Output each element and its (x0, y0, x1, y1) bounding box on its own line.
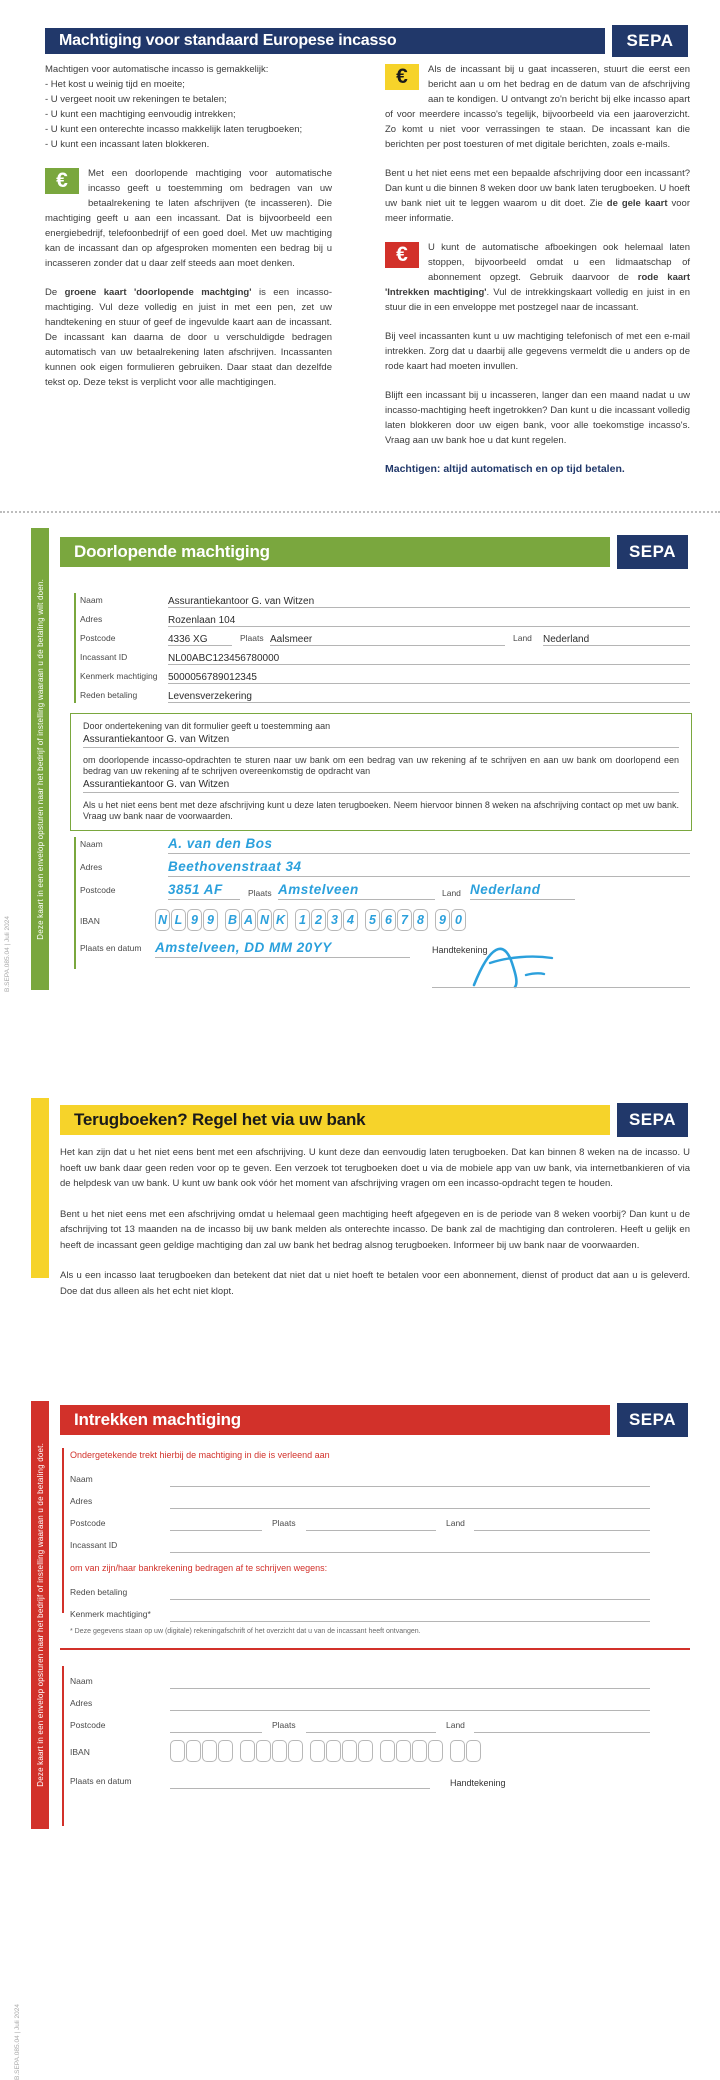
field-label: Handtekening (450, 1778, 506, 1788)
field-label: IBAN (80, 916, 100, 926)
land-value: Nederland (543, 634, 590, 645)
naam-blank-field[interactable] (170, 1672, 650, 1689)
agreement-line: Als u het niet eens bent met deze afschrijving kunt u deze laten terugboeken. Neem hiervoor binnen 8 weken na afschrijving contact op met uw bank. Vraag uw bank naar de voorwaarden. (83, 800, 679, 821)
adres-field (168, 858, 690, 877)
naam-handwritten-value: A. van den Bos (168, 836, 273, 851)
field-label: Reden betaling (80, 690, 138, 700)
green-sidebar-text: Deze kaart in een envelop opsturen naar het bedrijf of instelling waaraan u de betaling wilt doen. (35, 578, 45, 940)
paragraph-telefonisch: Bij veel incassanten kunt u uw machtiging telefonisch of met een e-mail intrekken. Zorg dat u daarbij alle gegevens vermeldt die u anders op de rode kaart had moeten invullen. (385, 331, 690, 372)
field-label: Reden betaling (70, 1587, 128, 1597)
field-label: Incassant ID (80, 652, 128, 662)
field-label: Plaats (272, 1720, 296, 1730)
bold-gele-kaart-phrase: de gele kaart (606, 198, 668, 209)
bold-rode-kaart-phrase: rode kaart 'Intrekken machtiging' (385, 272, 690, 298)
incassant-id-field (168, 648, 690, 665)
plaats-datum-field (155, 939, 410, 958)
bullet-item: - U kunt een incassant laten blokkeren. (45, 139, 210, 150)
naam-field (168, 591, 690, 608)
paragraph-text: . Vul de intrekkingskaart volledig en juist in en stuur die in een enveloppe met postzegel naar de incassant. (385, 287, 690, 313)
yellow-card-title: Terugboeken? Regel het via uw bank (74, 1110, 366, 1129)
form-row-postcode-empty2 (0, 1716, 720, 1734)
field-label: Adres (70, 1698, 93, 1708)
bullet-item: - U vergeet nooit uw rekeningen te betalen; (45, 94, 227, 105)
adres-blank-field[interactable] (170, 1492, 650, 1509)
land-blank-field[interactable] (474, 1514, 650, 1531)
red-intro-text: Ondergetekende trekt hierbij de machtiging in die is verleend aan (70, 1450, 330, 1460)
page1-header-bar (45, 28, 605, 54)
perforation-line (0, 511, 720, 513)
field-label: IBAN (70, 1747, 90, 1757)
plaats-datum-handwritten-value: Amstelveen, DD MM 20YY (155, 940, 332, 955)
paragraph-blokkeren: Blijft een incassant bij u incasseren, langer dan een maand nadat u uw incasso-machtiging heeft ingetrokken? Dan kunt u die incassant volledig laten blokkeren door uw eigen bank, voor alle toekomstige incasso's. Vraag aan uw bank hoe u dat kunt regelen. (385, 390, 690, 446)
field-label: Postcode (80, 633, 116, 643)
field-label: Postcode (70, 1720, 106, 1730)
field-label: Naam (80, 839, 103, 849)
bullet-item: - U kunt een onterechte incasso makkelijk laten terugboeken; (45, 124, 303, 135)
form-row-adres (0, 610, 720, 628)
sepa-logo-text: SEPA (626, 31, 674, 50)
iban-boxes-blank[interactable] (170, 1740, 481, 1762)
green-card (0, 525, 720, 1005)
postcode-value: 4336 XG (168, 634, 208, 645)
paragraph-terugboeken (385, 166, 690, 226)
form-row-plaats-datum-empty (0, 1772, 720, 1790)
form-row-postcode (0, 629, 720, 647)
footnote: * Deze gegevens staan op uw (digitale) rekeningafschrift of het overzicht dat u van de incassant heeft ontvangen. (70, 1628, 421, 1635)
form-version-code: B.SEPA.085.04 | Juli 2024 (14, 2003, 21, 2080)
kenmerk-value: 5000056789012345 (168, 672, 257, 683)
sepa-logo-text: SEPA (628, 542, 677, 561)
form-row-plaats-datum (0, 939, 720, 957)
iban-boxes-filled: N L 9 9 B A N K 1 2 3 4 5 6 7 8 9 0 (155, 909, 466, 931)
postcode-field (168, 629, 232, 646)
agreement-line: Door ondertekening van dit formulier geeft u toestemming aan (83, 721, 331, 731)
euro-icon-yellow: € (385, 64, 419, 90)
field-label: Postcode (80, 885, 116, 895)
postcode-field (168, 881, 240, 900)
adres-value: Rozenlaan 104 (168, 615, 236, 626)
yellow-card-body (60, 1145, 690, 1314)
field-label: Incassant ID (70, 1540, 118, 1550)
field-label: Adres (80, 614, 103, 624)
sepa-logo (617, 1103, 688, 1137)
field-label: Naam (80, 595, 103, 605)
paragraph-text: Als de incassant bij u gaat incasseren, stuurt die eerst een bericht aan u om het bedrag en de datum van de afschrijving aan te kondigen. U ontvangt zo'n bericht bij elke incasso apart of voor meerdere incasso's tegelijk, bijvoorbeeld via een jaaroverzicht. Zo komt u niet voor verrassingen te staan. De incassant kan die berichten per post toesturen of met digitale berichten, zoals e-mails. (385, 64, 690, 150)
postcode-blank-field[interactable] (170, 1716, 262, 1733)
green-card-title: Doorlopende machtiging (74, 542, 270, 561)
handtekening-line (432, 987, 690, 988)
postcode-blank-field[interactable] (170, 1514, 262, 1531)
red-card-title: Intrekken machtiging (74, 1410, 241, 1429)
closing-slogan: Machtigen: altijd automatisch en op tijd betalen. (385, 463, 625, 475)
form-row-naam-empty (0, 1470, 720, 1488)
paragraph-text: U kunt de automatische afboekingen ook helemaal laten stoppen, bijvoorbeeld omdat u een lidmaatschap of abonnement opzegt. Gebruik daarvoor de (428, 242, 690, 283)
form-row-iban (0, 909, 720, 935)
plaats-blank-field[interactable] (306, 1514, 436, 1531)
sepa-logo-text: SEPA (628, 1110, 677, 1129)
adres-handwritten-value: Beethovenstraat 34 (168, 859, 302, 874)
land-handwritten-value: Nederland (470, 882, 541, 897)
red-sidebar-text: Deze kaart in een envelop opsturen naar het bedrijf of instelling waaraan u de betaling doet. (35, 1443, 45, 1787)
bullet-item: - Het kost u weinig tijd en moeite; (45, 79, 185, 90)
plaats-datum-blank-field[interactable] (170, 1772, 430, 1789)
yellow-card-sidebar (31, 1098, 49, 1278)
red-card-header-bar (60, 1405, 610, 1435)
paragraph-stoppen (385, 240, 690, 315)
field-label: Handtekening (432, 945, 488, 955)
sepa-logo-text: SEPA (628, 1410, 677, 1429)
sepa-logo (612, 25, 688, 57)
form-row-incassant-id-empty (0, 1536, 720, 1554)
reden-blank-field[interactable] (170, 1583, 650, 1600)
field-label: Plaats en datum (80, 943, 142, 953)
plaats-field (270, 629, 505, 646)
agreement-line: om doorlopende incasso-opdrachten te sturen naar uw bank om een bedrag van uw rekening af te schrijven en aan uw bank om doorlopend een bedrag van uw rekening af te schrijven overeenkomstig de opdracht van (83, 755, 679, 776)
plaats-handwritten-value: Amstelveen (278, 882, 359, 897)
land-blank-field[interactable] (474, 1716, 650, 1733)
bullet-item: - U kunt een machtiging eenvoudig intrekken; (45, 109, 236, 120)
sepa-logo (617, 535, 688, 569)
euro-icon-red: € (385, 242, 419, 268)
reden-field (168, 686, 690, 703)
green-card-header-bar (60, 537, 610, 567)
paragraph-groene-kaart (45, 285, 332, 390)
paragraph-13-maanden: Bent u het niet eens met een afschrijving omdat u helemaal geen machtiging heeft afgegeven en is de periode van 8 weken voorbij? Dan kunt u de afschrijving tot 13 maanden na de incasso bij uw bank melden als onterechte incasso. De bank zal de machtiging dan controleren. Heeft u gelijk en heeft de incassant geen geldige machtiging dan zal uw bank het bedrag alsnog terugboeken. Informeer bij uw bank naar de voorwaarden. (60, 1208, 690, 1251)
naam-field (168, 835, 690, 854)
form-row-kenmerk-empty (0, 1605, 720, 1623)
plaats-field (278, 881, 435, 900)
field-label: Land (513, 633, 532, 643)
field-label: Land (446, 1720, 465, 1730)
paragraph-text: voor meer informatie. (385, 198, 691, 224)
form-row-adres-empty2 (0, 1694, 720, 1712)
reden-value: Levensverzekering (168, 691, 252, 702)
intro-line: Machtigen voor automatische incasso is gemakkelijk: (45, 64, 269, 75)
form-row-reden-empty (0, 1583, 720, 1601)
plaats-value: Aalsmeer (270, 634, 313, 645)
form-row-naam-empty2 (0, 1672, 720, 1690)
agreement-box (70, 713, 692, 831)
paragraph-terugboeken-8-weken: Het kan zijn dat u het niet eens bent met een afschrijving. U kunt deze dan eenvoudig laten terugboeken. Dat kan binnen 8 weken na de incasso. U hoeft uw bank daar geen reden voor op te geven. Een verzoek tot terugboeken doet u via de mobiele app van uw bank, via internetbankieren of via de helpdesk van uw bank. U kunt uw bank ook vóór het moment van afschrijving vragen om een incasso-opdracht tegen te houden. (60, 1147, 690, 1189)
plaats-blank-field[interactable] (306, 1716, 436, 1733)
agreement-incassant-name: Assurantiekantoor G. van Witzen (83, 734, 679, 748)
field-label: Postcode (70, 1518, 106, 1528)
field-label: Adres (70, 1496, 93, 1506)
adres-blank-field[interactable] (170, 1694, 650, 1711)
form-row-adres-empty (0, 1492, 720, 1510)
form-row-incassant-id (0, 648, 720, 666)
land-field (543, 629, 690, 646)
red-divider-line (60, 1648, 690, 1650)
field-label: Adres (80, 862, 103, 872)
field-label: Naam (70, 1676, 93, 1686)
paragraph-text: Bent u het niet eens met een bepaalde afschrijving door een incassant? Dan kunt u die binnen 8 weken door uw bank laten terugboeken. U hoeft uw bank niet uit te leggen waarom u dit doet. Zie (385, 168, 690, 209)
field-label: Kenmerk machtiging (80, 671, 158, 681)
yellow-card-header-bar (60, 1105, 610, 1135)
form-row-adres-debtor (0, 858, 720, 876)
kenmerk-field (168, 667, 690, 684)
paragraph-doorlopend (45, 166, 332, 271)
naam-value: Assurantiekantoor G. van Witzen (168, 596, 315, 607)
form-row-postcode-debtor (0, 881, 720, 899)
kenmerk-blank-field[interactable] (170, 1605, 650, 1622)
incassant-id-value: NL00ABC123456780000 (168, 653, 280, 664)
form-row-naam (0, 591, 720, 609)
field-label: Land (442, 888, 461, 898)
field-label: Plaats (240, 633, 264, 643)
incassant-id-blank-field[interactable] (170, 1536, 650, 1553)
paragraph-text: De (45, 287, 65, 298)
field-label: Plaats (272, 1518, 296, 1528)
form-version-code: B.SEPA.085.04 | Juli 2024 (4, 915, 11, 992)
adres-field (168, 610, 690, 627)
page1-title: Machtiging voor standaard Europese incasso (59, 32, 397, 49)
paragraph-betalen-verplichting: Als u een incasso laat terugboeken dan betekent dat niet dat u niet hoeft te betalen voor een abonnement, dienst of product dat aan u is geleverd. Doe dat dus alleen als het echt niet klopt. (60, 1270, 690, 1297)
postcode-handwritten-value: 3851 AF (168, 882, 223, 897)
form-row-reden (0, 686, 720, 704)
form-row-naam-debtor (0, 835, 720, 853)
field-label: Plaats en datum (70, 1776, 132, 1786)
signature-scribble (460, 937, 590, 989)
page1-right-column (385, 62, 690, 491)
euro-icon-green: € (45, 168, 79, 194)
page1-left-column (45, 62, 332, 404)
form-row-kenmerk (0, 667, 720, 685)
agreement-incassant-name: Assurantiekantoor G. van Witzen (83, 779, 679, 793)
sepa-logo (617, 1403, 688, 1437)
paragraph-text: Met een doorlopende machtiging voor automatische incasso geeft u toestemming om bedragen van uw betaalrekening te laten afschrijven (te incasseren). Die machtiging geeft u aan een incassant. Dat is bijvoorbeeld een energiebedrijf, telefoonbedrijf of een goed doel. Met uw machtiging kan de incassant dan op afgesproken momenten een bedrag bij u incasseren zonder dat u daar zelf steeds aan moet denken. (45, 168, 332, 269)
bold-green-card-phrase: groene kaart 'doorlopende machtging' (64, 287, 252, 298)
yellow-card (0, 1095, 720, 1325)
field-label: Land (446, 1518, 465, 1528)
field-label: Plaats (248, 888, 272, 898)
field-label: Naam (70, 1474, 93, 1484)
red-mid-text: om van zijn/haar bankrekening bedragen af te schrijven wegens: (70, 1563, 328, 1573)
naam-blank-field[interactable] (170, 1470, 650, 1487)
form-row-iban-empty (0, 1740, 720, 1766)
land-field (470, 881, 575, 900)
field-label: Kenmerk machtiging* (70, 1609, 151, 1619)
paragraph-aankondiging (385, 62, 690, 152)
red-card (0, 1398, 720, 1838)
paragraph-text: is een incasso-machtiging. Vul deze volledig en juist in met een pen, zet uw handtekening en stuur of geef de ingevulde kaart aan de incassant. De incassant kan daarna de door u verschuldigde bedragen automatisch van uw betaalrekening laten afschrijven. Incassanten kunnen ook eigen formulieren gebruiken. Daar staat dan dezelfde tekst op. Deze tekst is verplicht voor alle machtigingen. (45, 287, 332, 388)
form-row-postcode-empty (0, 1514, 720, 1532)
